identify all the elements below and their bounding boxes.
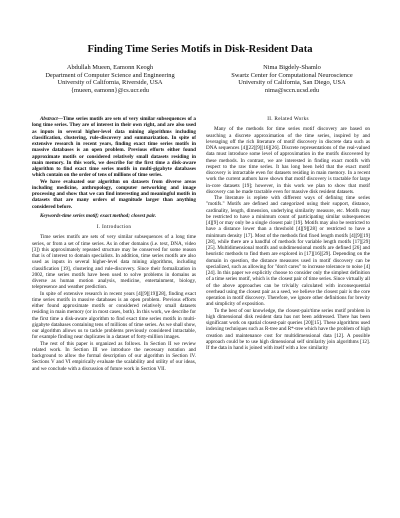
body-paragraph: In spite of extensive research in recent years [4][9][19][28], finding exact time series motifs in massive databases is an open problem. Previous efforts either found approximate motifs or considered relatively small datasets residing in main memory (or in most cases, both). In this work, we describe for the first time a disk-aware algorithm to find exact time series motifs in multi-gigabyte databases containing tens of millions of time series. As we shall show, our algorithm allows us to tackle problems previously considered intractable, for example finding near duplicates in a dataset of forty-million images. bbox=[32, 290, 196, 341]
body-paragraph: To the best of our knowledge, the closest-pair/time series motif problem in high dimensional disk resident data has not been addressed. There has been significant work on spatial closest-pair queries [20][15]. These algorithms used indexing techniques such as R-tree and R*-tree which have the problem of high creation and maintenance cost for multidimensional data [12]. A possible approach could be to use high dimensional self similarity join algorithms [12]. If the data in hand is joined with itself with a low similarity bbox=[206, 307, 370, 351]
right-column bbox=[206, 116, 370, 351]
author-email: nima@sccn.ucsd.edu bbox=[264, 86, 320, 94]
author-affiliation: University of California, San Diego, USA bbox=[238, 79, 346, 87]
author-block-1 bbox=[30, 64, 190, 94]
abstract bbox=[32, 116, 196, 179]
author-affiliation: Department of Computer Science and Engineering bbox=[45, 71, 175, 79]
section-heading-related-works: II. Related Works bbox=[267, 116, 309, 122]
author-block-2 bbox=[212, 64, 372, 94]
author-affiliation: Swartz Center for Computational Neuroscience bbox=[231, 71, 353, 79]
left-column bbox=[32, 116, 196, 372]
body-paragraph: The literature is replete with different ways of defining time series "motifs." Motifs are defined and categorized using their support, distance, cardinality, length, dimension, underlying similarity measure, etc. Motifs may be restricted to have a minimum count of participating similar subsequences [4][9] or may only be a single closest pair [19]. Motifs may also be restricted to have a distance lower than a threshold [4][9][28] or restricted to have a minimum density [17]. Most of the methods find fixed length motifs [4][9][19][28], while there are a handful of methods for variable length motifs [17][29][25]. Multidimensional motifs and subdimensional motifs are defined [26] and heuristic methods to find them are explored in [17][16][29]. Depending on the domain in question, the distance measures used in motif discovery can be specialized, such as allowing for "don't cares" to increase tolerance to noise [4][24]. In this paper we explicitly choose to consider only the simplest definition of a time series motif, which is the closest pair of time series. Since virtually all of the above approaches can be trivially calculated with inconsequential overhead using the closest pair as a seed, we believe the closest pair is the core operation in motif discovery. Therefore, we ignore other definitions for brevity and simplicity of exposition. bbox=[206, 195, 370, 308]
abstract-lead: Abstract bbox=[40, 116, 58, 122]
author-names: Nima Bigdely-Shamlo bbox=[263, 64, 321, 71]
keywords: Keywords-time series motif; exact method; closest pair. bbox=[40, 212, 157, 219]
paper-title: Finding Time Series Motifs in Disk-Resident Data bbox=[87, 44, 313, 55]
author-names: Abdullah Mueen, Eamonn Keogh bbox=[66, 64, 154, 71]
abstract-text: —Time series motifs are sets of very similar subsequences of a long time series. They are of interest in their own right, and are also used as inputs in several higher-level data mining algorithms including classification, clustering, rule-discovery and summarization. In spite of extensive research in recent years, finding exact time series motifs in massive databases is an open problem. Previous efforts either found approximate motifs or considered relatively small datasets residing in main memory. In this work, we describe for the first time a disk-aware algorithm to find exact time series motifs in multi-gigabyte databases which contain on the order of tens of millions of time series. bbox=[32, 116, 196, 179]
body-paragraph: The rest of this paper is organized as follows. In Section II we review related work. In Section III we introduce the necessary notation and background to allow the formal description of our algorithm in Section IV. Sections V and VI empirically evaluate the scalability and utility of our ideas, and we conclude with a discussion of future work in Section VII. bbox=[32, 340, 196, 372]
author-affiliation: University of California, Riverside, USA bbox=[57, 79, 163, 87]
body-paragraph: Many of the methods for time series motif discovery are based on searching a discrete approximation of the time series, inspired by and leveraging off the rich literature of motif discovery in discrete data such as DNA sequences [4][22][9][16][26]. Discrete representations of the real-valued data must introduce some level of approximation in the motifs discovered by these methods. In contrast, we are interested in finding exact motifs with respect to the raw time series. It has long been held that the exact motif discovery is intractable even for datasets residing in main memory. In a recent work the current authors have shown that motif discovery is tractable for large in-core datasets [19]; however, in this work we plan to show that motif discovery can be made tractable even for massive disk resident datasets. bbox=[206, 126, 370, 195]
body-paragraph: Time series motifs are sets of very similar subsequences of a long time series, or from a set of time series. As in other domains (i.e. text, DNA, video [3]) this approximately repeated structure may be conserved for some reason that is of interest to domain specialists. In addition, time series motifs are also used as inputs in several higher-level data mining algorithms, including classification [19], clustering and rule-discovery. Since their formalization in 2002, time series motifs have been used to solve problems in domains as diverse as human motion analysis, medicine, entertainment, biology, telepresence and weather prediction. bbox=[32, 234, 196, 291]
abstract-paragraph-2: We have evaluated our algorithm on datasets from diverse areas including medicine, anthropology, computer networking and image processing and show that we can find interesting and meaningful motifs in datasets that are many orders of magnitude larger than anything considered before. bbox=[32, 178, 196, 210]
author-email: {mueen, eamonn}@cs.ucr.edu bbox=[70, 86, 150, 94]
section-heading-introduction: I. Introduction bbox=[96, 224, 132, 230]
